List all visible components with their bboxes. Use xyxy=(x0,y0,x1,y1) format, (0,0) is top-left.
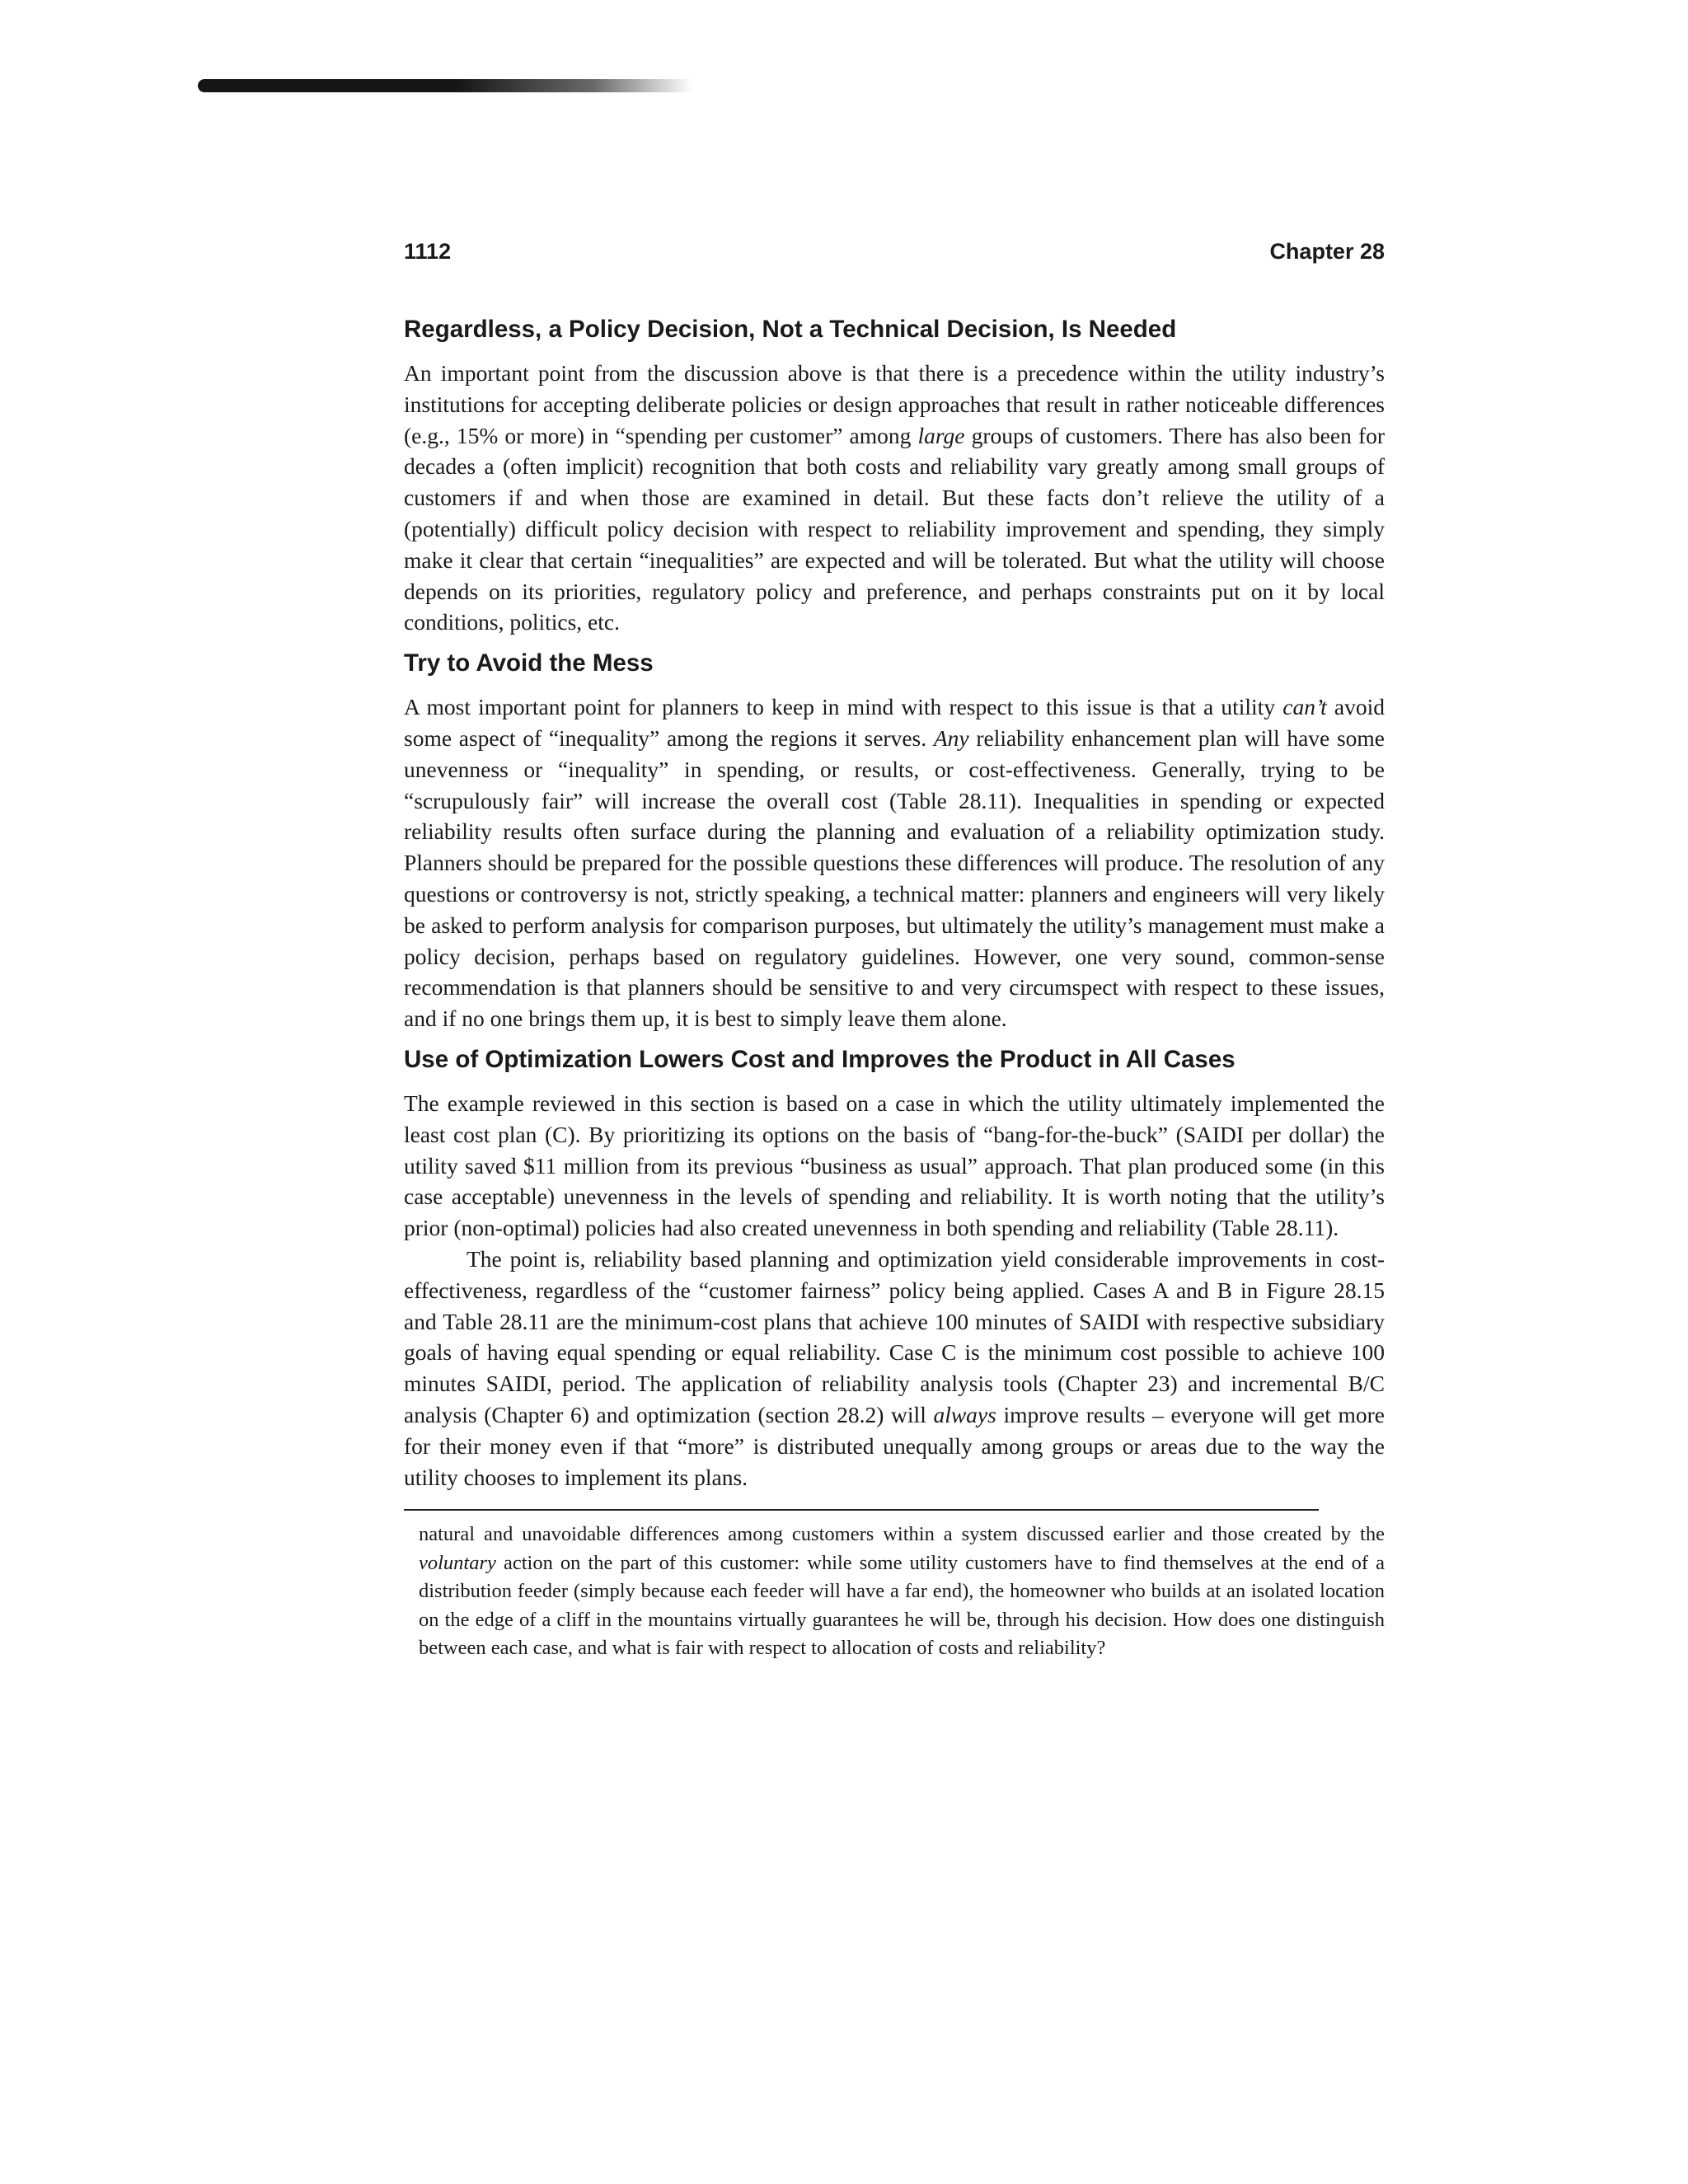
chapter-label: Chapter 28 xyxy=(1269,239,1385,264)
book-page xyxy=(404,239,1385,1663)
running-head xyxy=(404,239,1385,269)
footnote-text: natural and unavoidable differences among customers within a system discussed earlier and those created by the voluntary action on the part of this customer: while some utility customers have to find themselves at the end of a distribution feeder (simply because each feeder will have a far end), the homeowner who builds at an isolated location on the edge of a cliff in the mountains virtually guarantees he will be, through his decision. How does one distinguish between each case, and what is fair with respect to allocation of costs and reliability? xyxy=(419,1523,1385,1660)
paragraph-policy-decision: An important point from the discussion above is that there is a precedence within the utility industry’s institutions for accepting deliberate policies or design approaches that result in rather noticeable differences (e.g., 15% or more) in “spending per customer” among large groups of customers. There has also been for decades a (often implicit) recognition that both costs and reliability vary greatly among small groups of customers if and when those are examined in detail. But these facts don’t relieve the utility of a (potentially) difficult policy decision with respect to reliability improvement and spending, they simply make it clear that certain “inequalities” are expected and will be tolerated. But what the utility will choose depends on its priorities, regulatory policy and preference, and perhaps constraints put on it by local conditions, politics, etc. xyxy=(404,360,1386,635)
footnote-divider xyxy=(404,1509,1319,1511)
paragraph-optimization-1: The example reviewed in this section is based on a case in which the utility ultimately implemented the least cost plan (C). By prioritizing its options on the basis of “bang-for-the-buck” (SAIDI per dollar) the utility saved $11 million from its previous “business as usual” approach. That plan produced some (in this case acceptable) unevenness in the levels of spending and reliability. It is worth noting that the utility’s prior (non-optimal) policies had also created unevenness in both spending and reliability (Table 28.11). xyxy=(404,1090,1385,1241)
page-number: 1112 xyxy=(404,239,452,264)
section-heading-policy-decision: Regardless, a Policy Decision, Not a Technical Decision, Is Needed xyxy=(404,316,1177,343)
paragraph-avoid-mess: A most important point for planners to keep in mind with respect to this issue is that a utility can’t avoid some aspect of “inequality” among the regions it serves. Any reliability enhancement plan will have some unevenness or “inequality” in spending, or results, or cost-effectiveness. Generally, trying to be “scrupulously fair” will increase the overall cost (Table 28.11). Inequalities in spending or expected reliability results often surface during the planning and evaluation of a reliability optimization study. Planners should be prepared for the possible questions these differences will produce. The resolution of any questions or controversy is not, strictly speaking, a technical matter: planners and engineers will very likely be asked to perform analysis for comparison purposes, but ultimately the utility’s management must make a policy decision, perhaps based on regulatory guidelines. However, one very sound, common-sense recommendation is that planners should be sensitive to and very circumspect with respect to these issues, and if no one brings them up, it is best to simply leave them alone. xyxy=(404,694,1386,1032)
top-scan-rule xyxy=(198,79,692,92)
section-heading-optimization: Use of Optimization Lowers Cost and Improves the Product in All Cases xyxy=(404,1045,1236,1073)
section-heading-avoid-mess: Try to Avoid the Mess xyxy=(404,649,654,677)
paragraph-optimization-2: The point is, reliability based planning and optimization yield considerable improvements in cost-effectiveness, regardless of the “customer fairness” policy being applied. Cases A and B in Figure 28.15 and Table 28.11 are the minimum-cost plans that achieve 100 minutes of SAIDI with respective subsidiary goals of having equal spending or equal reliability. Case C is the minimum cost possible to achieve 100 minutes SAIDI, period. The application of reliability analysis tools (Chapter 23) and incremental B/C analysis (Chapter 6) and optimization (section 28.2) will always improve results – everyone will get more for their money even if that “more” is distributed unequally among groups or areas due to the way the utility chooses to implement its plans. xyxy=(404,1245,1385,1490)
